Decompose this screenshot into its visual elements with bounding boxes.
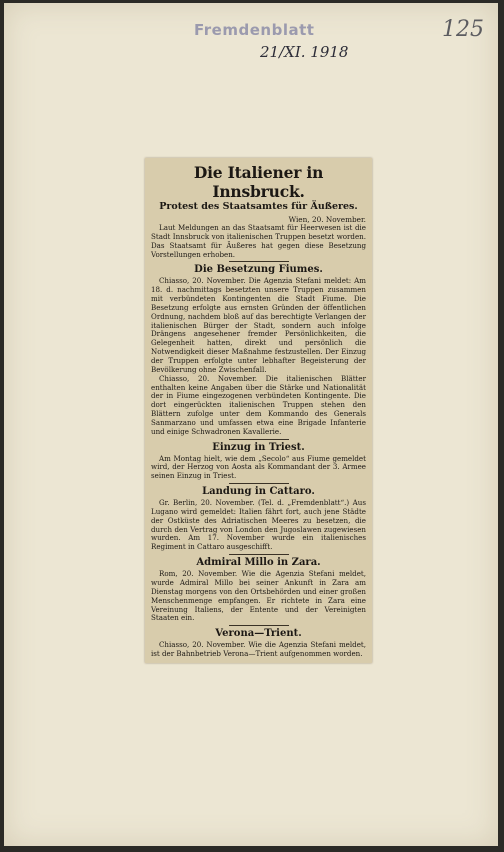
section-divider <box>229 625 289 626</box>
section-heading-cattaro: Landung in Cattaro. <box>202 486 315 498</box>
clipping-headline: Die Italiener in Innsbruck. <box>193 163 324 201</box>
section-divider <box>229 439 289 440</box>
section-paragraph: Am Montag hielt, wie dem „Secolo“ aus Fiume gemeldet wird, der Herzog von Aosta als Kommandant der 3. Armee seinen Einzug in Triest. <box>151 453 366 481</box>
source-stamp: Fremdenblatt <box>194 21 315 39</box>
section-paragraph: Chiasso, 20. November. Die italienischen Blätter enthalten keine Angaben über die Stärke und Nationalität der in Fiume eingezogenen verbündeten Kontingente. Die dort eingerückten italienischen Truppen stehen den Blättern zufolge unter dem Kommando des Generals Sanmarzano und umfassen etwa eine Brigade Infanterie und einige Schwadronen Kavallerie. <box>151 373 366 436</box>
section-heading-verona-trient: Verona—Trient. <box>215 628 302 640</box>
newspaper-clipping <box>145 158 372 663</box>
section-divider <box>229 554 289 555</box>
clipping-subheadline: Protest des Staatsamtes für Äußeres. <box>159 201 358 212</box>
section-heading-fiume: Die Besetzung Fiumes. <box>194 264 323 276</box>
section-divider <box>229 261 289 262</box>
clipping-intro: Laut Meldungen an das Staatsamt für Heerwesen ist die Stadt Innsbruck von italienischen Truppen besetzt worden. Das Staatsamt für Äußeres hat gegen diese Besetzung Vorstellungen erhoben. <box>151 223 366 259</box>
folio-number: 125 <box>442 17 484 42</box>
section-divider <box>229 483 289 484</box>
section-paragraph: Chiasso, 20. November. Die Agenzia Stefani meldet: Am 18. d. nachmittags besetzten unsere Truppen zusammen mit verbündeten Kontingenten die Stadt Fiume. Die Besetzung erfolgte aus ernsten Gründen der öffentlichen Ordnung, nachdem bloß auf das berechtigte Verlangen der italienischen Bürger der Stadt, sondern auch infolge Drängens angesehener fremder Persönlichkeiten, die Gelegenheit hatten, direkt und persönlich die Notwendigkeit dieser Maßnahme festzustellen. Der Einzug der Truppen erfolgte unter lebhafter Begeisterung der Bevölkerung ohne Zwischenfall. <box>151 276 366 374</box>
handwritten-date: 21/XI. 1918 <box>260 43 349 61</box>
section-heading-zara: Admiral Millo in Zara. <box>196 557 321 569</box>
section-paragraph: Chiasso, 20. November. Wie die Agenzia Stefani meldet, ist der Bahnbetrieb Verona—Trient aufgenommen worden. <box>151 640 366 659</box>
archive-sheet <box>4 3 498 846</box>
clipping-dateline: Wien, 20. November. <box>288 215 366 224</box>
section-heading-triest: Einzug in Triest. <box>212 441 305 453</box>
section-paragraph: Rom, 20. November. Wie die Agenzia Stefani meldet, wurde Admiral Millo bei seiner Ankunft in Zara am Dienstag morgens von den Ortsbehörden und einer großen Menschenmenge empfangen. Er richtete in Zara eine Vereinung Italiens, der Entente und der Vereinigten Staaten ein. <box>151 569 366 623</box>
section-paragraph: Gr. Berlin, 20. November. (Tel. d. „Fremdenblatt“.) Aus Lugano wird gemeldet: Italien fährt fort, auch jene Städte der Ostküste des Adriatischen Meeres zu besetzen, die durch den Vertrag von London den Jugoslawen zugewiesen wurden. Am 17. November wurde ein italienisches Regiment in Cattaro ausgeschifft. <box>151 498 366 552</box>
